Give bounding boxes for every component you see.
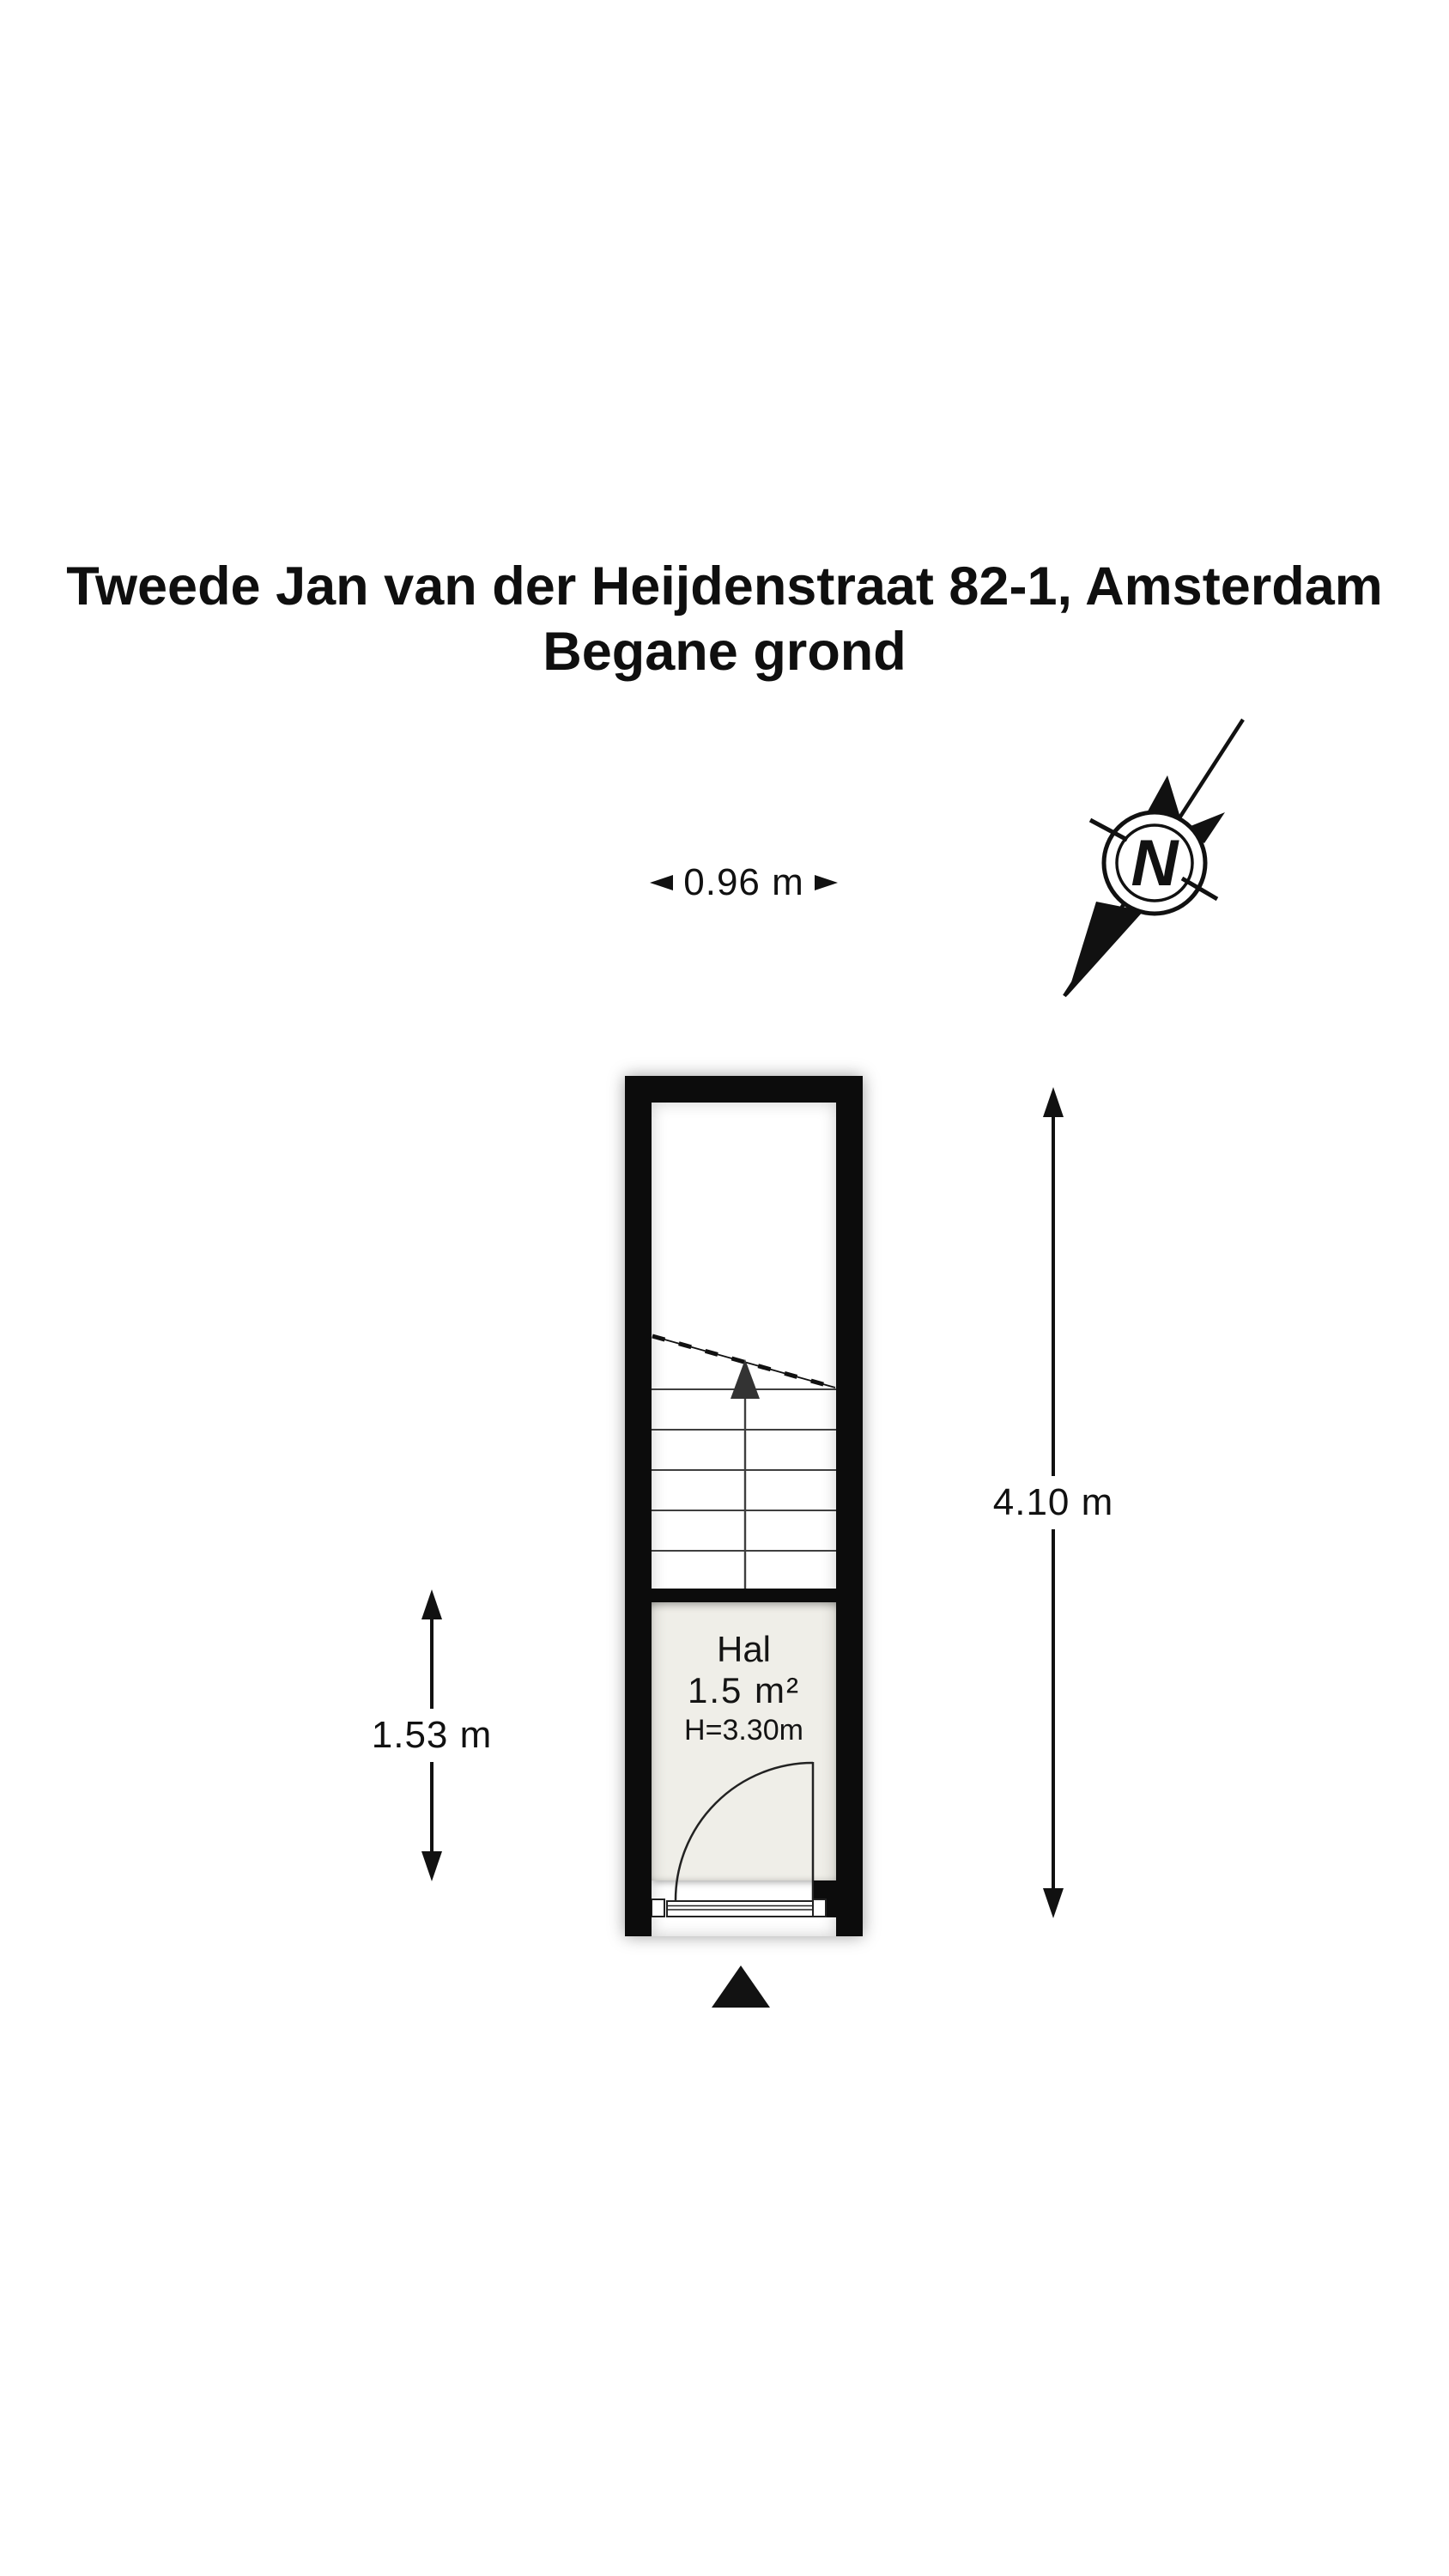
door-jamb-left [652, 1899, 664, 1917]
door-jamb-right [813, 1899, 826, 1917]
arrow-down-icon [421, 1851, 442, 1881]
wall-top [625, 1076, 863, 1103]
arrow-right-icon [815, 875, 838, 890]
dimension-height-label: 4.10 m [992, 1481, 1114, 1523]
arrow-up-icon [1043, 1087, 1064, 1117]
floorplan [625, 1076, 863, 1936]
dimension-width-label: 0.96 m [683, 861, 804, 903]
door-threshold [667, 1901, 813, 1917]
page-title [0, 554, 1449, 684]
plan-linework [625, 1076, 863, 1936]
wall-hall-divider [652, 1589, 836, 1602]
dimension-hall-depth-label: 1.53 m [371, 1714, 493, 1756]
dimension-hall-depth [372, 1589, 492, 1881]
arrow-left-icon [650, 875, 673, 890]
dimension-line [430, 1762, 433, 1851]
dimension-plan-width [652, 861, 836, 904]
stair-treads [652, 1389, 836, 1551]
wall-left [625, 1076, 652, 1936]
door-swing-arc [676, 1763, 813, 1900]
compass-north-letter: N [1131, 827, 1179, 900]
address-title: Tweede Jan van der Heijdenstraat 82-1, Amsterdam [66, 556, 1383, 617]
floor-subtitle: Begane grond [543, 622, 906, 682]
room-name: Hal [716, 1629, 772, 1669]
room-area: 1.5 m² [687, 1670, 801, 1710]
room-label-hal [652, 1629, 836, 1749]
dimension-line [430, 1619, 433, 1709]
arrow-down-icon [1043, 1888, 1064, 1918]
wall-right [836, 1076, 863, 1936]
dimension-line [1052, 1117, 1055, 1476]
entrance-arrow-icon [712, 1965, 770, 2008]
dimension-plan-height [993, 1087, 1113, 1918]
room-ceiling-height: H=3.30m [684, 1714, 803, 1747]
dimension-line [1052, 1529, 1055, 1888]
compass-north-icon [1030, 687, 1270, 1013]
arrow-up-icon [421, 1589, 442, 1619]
